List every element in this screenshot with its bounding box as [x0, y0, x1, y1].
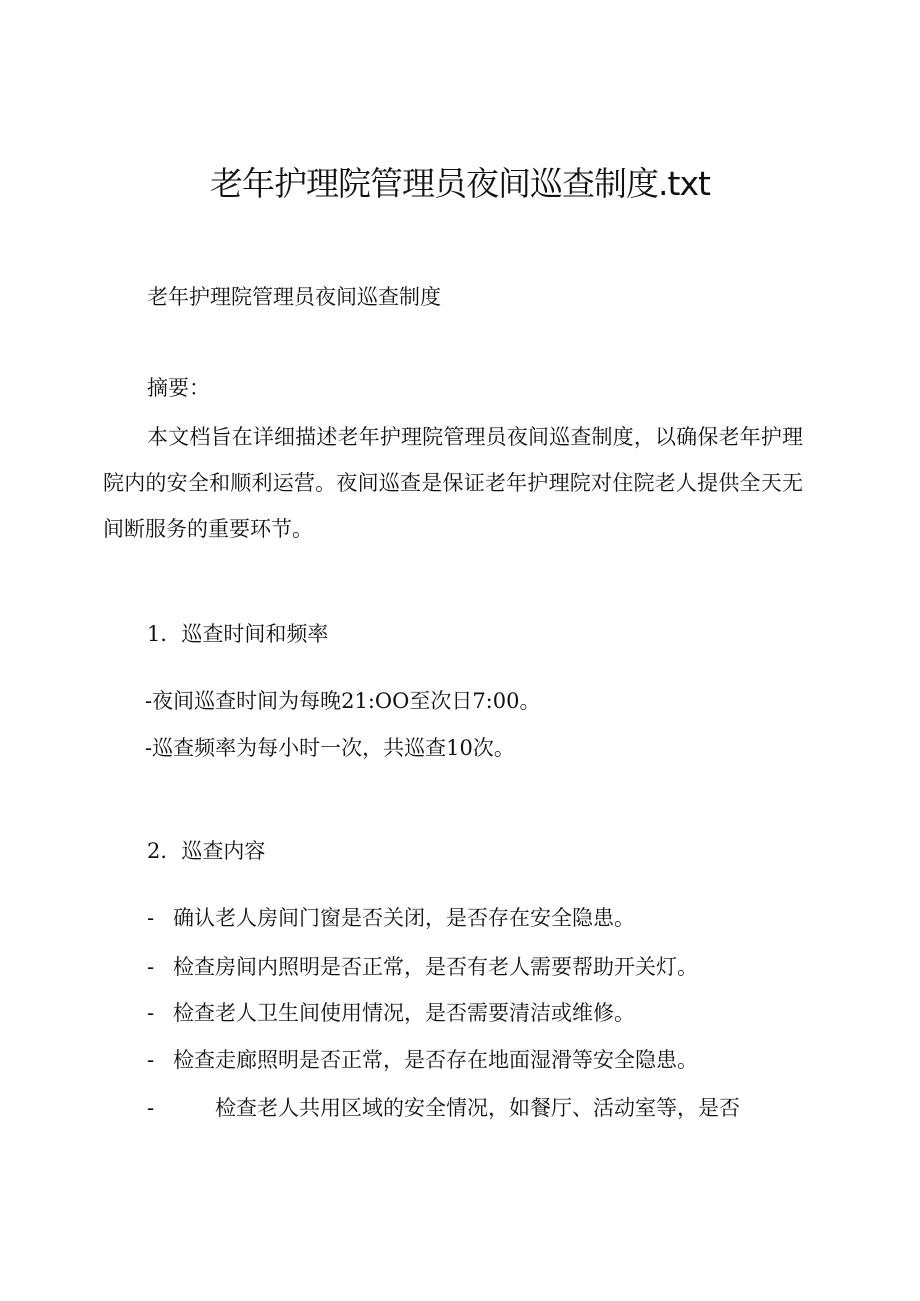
- bullet-dash: -: [147, 906, 155, 930]
- section-2-item-text: 确认老人房间门窗是否关闭，是否存在安全隐患。: [173, 906, 635, 930]
- bullet-dash: -: [147, 955, 155, 979]
- section-2-item-text: 检查老人共用区域的安全情况，如餐厅、活动室等，是否: [215, 1096, 740, 1120]
- section-2-item: [147, 1093, 740, 1123]
- section-2-item: [147, 903, 635, 933]
- section-1-item: -夜间巡查时间为每晚21:OO至次日7:00。: [145, 689, 541, 713]
- document-subtitle: 老年护理院管理员夜间巡查制度: [147, 285, 441, 309]
- bullet-dash: -: [147, 1001, 155, 1025]
- section-2-item-text: 检查老人卫生间使用情况，是否需要清洁或维修。: [173, 1001, 635, 1025]
- abstract-paragraph: 本文档旨在详细描述老年护理院管理员夜间巡查制度，以确保老年护理院内的安全和顺利运营。夜间巡查是保证老年护理院对住院老人提供全天无间断服务的重要环节。: [103, 425, 803, 541]
- bullet-dash: -: [147, 1048, 155, 1072]
- section-2-item-text: 检查房间内照明是否正常，是否有老人需要帮助开关灯。: [173, 955, 698, 979]
- section-2-item: [147, 952, 698, 982]
- section-2-heading: 2．巡查内容: [147, 839, 266, 863]
- section-1-item: -巡查频率为每小时一次，共巡查10次。: [145, 736, 515, 760]
- abstract-label: 摘要：: [147, 376, 210, 400]
- bullet-dash: -: [147, 1096, 155, 1120]
- section-2-item: [147, 1045, 698, 1075]
- section-2-item-text: 检查走廊照明是否正常，是否存在地面湿滑等安全隐患。: [173, 1048, 698, 1072]
- document-title: 老年护理院管理员夜间巡查制度.txt: [210, 164, 710, 203]
- section-1-heading: 1．巡查时间和频率: [147, 622, 329, 646]
- section-2-item: [147, 998, 635, 1028]
